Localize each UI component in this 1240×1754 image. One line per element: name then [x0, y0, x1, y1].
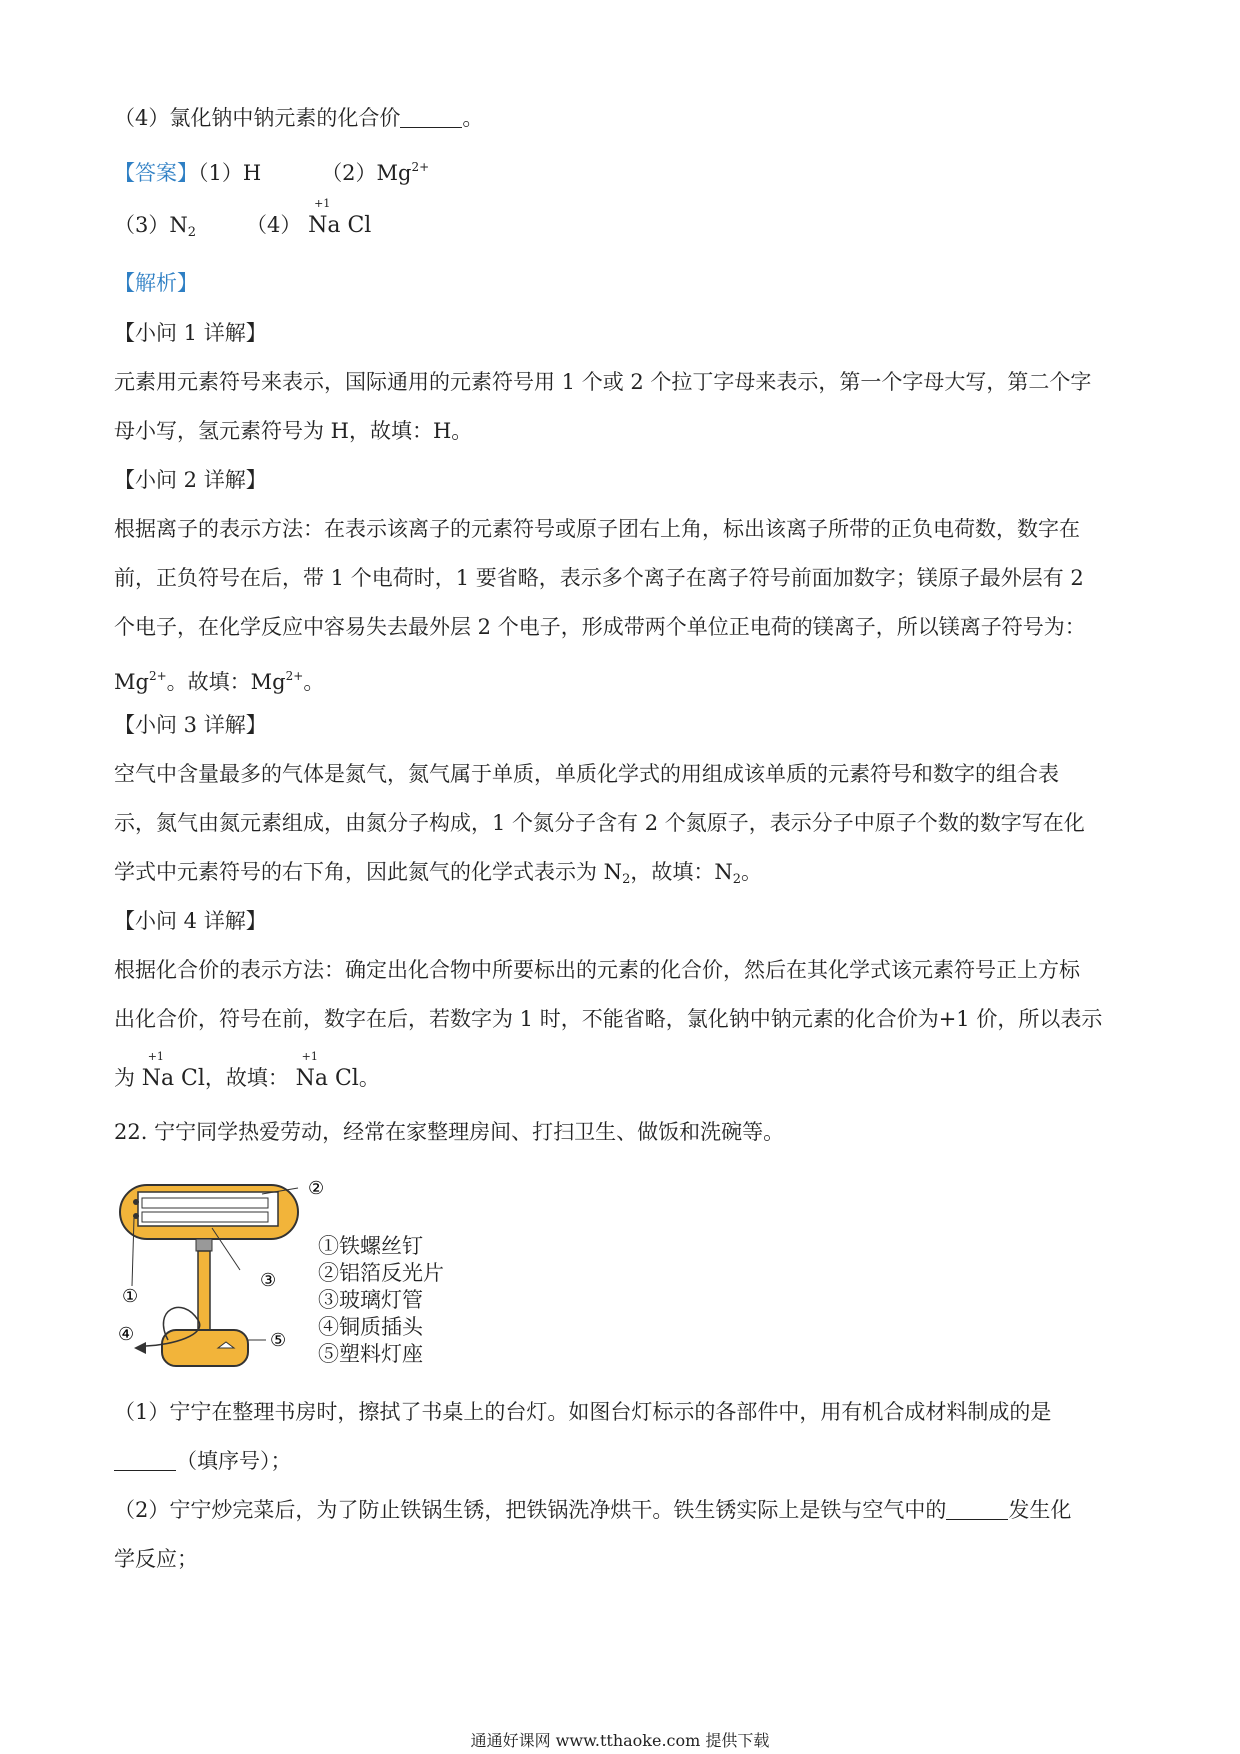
figure-caption: ⑤塑料灯座: [318, 1342, 423, 1366]
paragraph-line: 根据化合价的表示方法：确定出化合物中所要标出的元素的化合价，然后在其化学式该元素符号正上方标: [114, 958, 1080, 982]
sub-heading-4: 【小问 4 详解】: [114, 909, 267, 933]
desk-lamp-figure: [112, 1170, 325, 1370]
nacl-valence: +1 Na Cl: [141, 1050, 205, 1091]
sub-heading-3: 【小问 3 详解】: [114, 713, 267, 737]
paragraph-line: 空气中含量最多的气体是氮气，氮气属于单质，单质化学式的用组成该单质的元素符号和数字的组合表: [114, 762, 1059, 786]
label-5: ⑤: [270, 1330, 287, 1351]
label-3: ③: [260, 1270, 277, 1291]
paragraph-line: 个电子，在化学反应中容易失去最外层 2 个电子，形成带两个单位正电荷的镁离子，所以镁离子符号为：: [114, 615, 1086, 639]
figure-caption: ③玻璃灯管: [318, 1288, 423, 1312]
question-4-line: （4）氯化钠中钠元素的化合价 。: [114, 106, 484, 130]
paragraph-line: 为 +1 Na Cl，故填： +1 Na Cl。: [114, 1063, 380, 1094]
footer-watermark: 通通好课网 www.tthaoke.com 提供下载: [470, 1731, 770, 1750]
label-4: ④: [118, 1324, 135, 1345]
paragraph-line: 根据离子的表示方法：在表示该离子的元素符号或原子团右上角，标出该离子所带的正负电荷数，数字在: [114, 517, 1080, 541]
question-22-part-1: （1）宁宁在整理书房时，擦拭了书桌上的台灯。如图台灯标示的各部件中，用有机合成材料制成的是: [114, 1400, 1052, 1424]
nacl-valence: +1 Na Cl: [295, 1050, 359, 1091]
label-1: ①: [122, 1286, 139, 1307]
paragraph-line: 前，正负符号在后，带 1 个电荷时，1 要省略，表示多个离子在离子符号前面加数字；镁原子最外层有 2: [114, 566, 1084, 590]
figure-caption: ①铁螺丝钉: [318, 1234, 423, 1258]
sub-heading-1: 【小问 1 详解】: [114, 321, 267, 345]
paragraph-line: 学式中元素符号的右下角，因此氮气的化学式表示为 $N_2$，故填：$N_2$。: [114, 860, 762, 887]
question-22: 22. 宁宁同学热爱劳动，经常在家整理房间、打扫卫生、做饭和洗碗等。: [114, 1120, 785, 1144]
figure-caption: ②铝箔反光片: [318, 1261, 444, 1285]
analysis-label: 【解析】: [114, 271, 198, 295]
paragraph-line: $Mg^{2+}$。故填：$Mg^{2+}$。: [114, 669, 325, 694]
screw-dot: [133, 1199, 139, 1205]
figure-caption: ④铜质插头: [318, 1315, 423, 1339]
question-22-part-1-cont: （填序号）；: [114, 1446, 292, 1476]
answer-line: 【答案】（1）H $(2)Mg^{2+}$: [114, 160, 430, 185]
answer-label: 【答案】: [114, 161, 198, 185]
answer-blank: [946, 1497, 1008, 1520]
label-2: ②: [308, 1178, 325, 1199]
answer-line-2: $(3)N_2$ （4） +1 Na Cl: [114, 197, 372, 240]
lamp-base: [162, 1330, 248, 1366]
question-22-part-2: （2）宁宁炒完菜后，为了防止铁锅生锈，把铁锅洗净烘干。铁生锈实际上是铁与空气中的 发生化: [114, 1498, 1072, 1522]
answer-blank: [114, 1448, 176, 1471]
question-22-part-2-cont: 学反应；: [114, 1547, 198, 1571]
answer-blank: [400, 105, 462, 128]
paragraph-line: 示，氮气由氮元素组成，由氮分子构成，1 个氮分子含有 2 个氮原子，表示分子中原子个数的数字写在化: [114, 811, 1085, 835]
paragraph-line: 母小写，氢元素符号为 H，故填：H。: [114, 419, 473, 443]
nacl-valence: +1 Na Cl: [308, 197, 372, 238]
paragraph-line: 元素用元素符号来表示，国际通用的元素符号用 1 个或 2 个拉丁字母来表示，第一个字母大写，第二个字: [114, 370, 1092, 394]
paragraph-line: 出化合价，符号在前，数字在后，若数字为 1 时，不能省略，氯化钠中钠元素的化合价为+1 价，所以表示: [114, 1007, 1103, 1031]
sub-heading-2: 【小问 2 详解】: [114, 468, 267, 492]
plug-icon: [134, 1342, 146, 1354]
